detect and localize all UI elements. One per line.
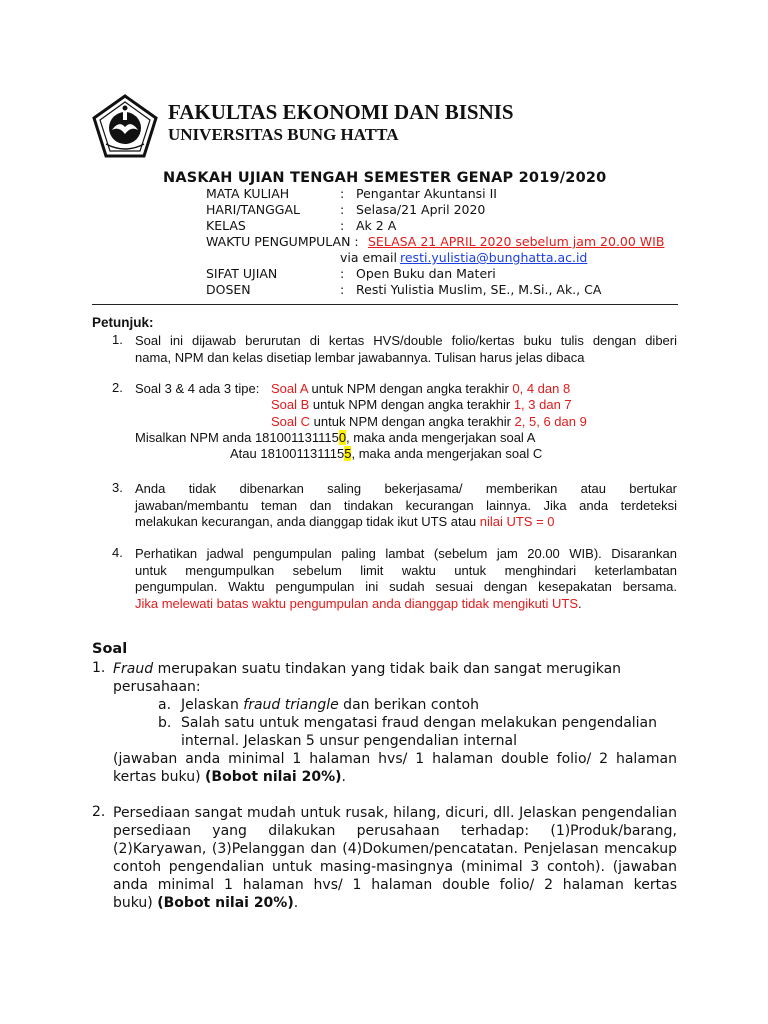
type-name: Soal B xyxy=(271,397,310,412)
info-label: MATA KULIAH xyxy=(206,186,290,201)
zero-score-note: nilai UTS = 0 xyxy=(479,514,555,529)
type-intro: Soal 3 & 4 ada 3 tipe: xyxy=(135,381,260,396)
info-value: Open Buku dan Materi xyxy=(356,266,496,281)
email-link[interactable]: resti.yulistia@bunghatta.ac.id xyxy=(400,250,588,265)
info-colon: : xyxy=(340,202,345,217)
instruction-line: Anda tidak dibenarkan saling bekerjasama/ memberikan atau bertukar xyxy=(135,481,677,496)
info-label: HARI/TANGGAL xyxy=(206,202,300,217)
highlighted-digit: 0 xyxy=(338,430,347,445)
info-colon: : xyxy=(340,186,345,201)
type-text: untuk NPM dengan angka terakhir xyxy=(307,381,513,396)
subquestion-a xyxy=(181,696,479,714)
instruction-line: pengumpulan. Waktu pengumpulan ini sudah sesuai dengan kesepakatan bersama. xyxy=(135,579,677,594)
type-text: untuk NPM dengan angka terakhir xyxy=(309,397,514,412)
subquestion-letter: a. xyxy=(158,697,172,713)
info-value: Ak 2 A xyxy=(356,218,397,233)
instruction-line xyxy=(135,380,259,397)
type-digits: 0, 4 dan 8 xyxy=(512,381,571,396)
question-text: . xyxy=(293,895,299,911)
deadline-value: SELASA 21 APRIL 2020 sebelum jam 20.00 WIB xyxy=(368,234,665,249)
example-text: Misalkan NPM anda 181001131115 xyxy=(135,430,339,445)
fraud-triangle-term: fraud triangle xyxy=(243,697,339,713)
question-line: perusahaan: xyxy=(113,679,201,695)
type-name: Soal A xyxy=(271,381,308,396)
question-line: (2)Karyawan, (3)Pelanggan dan (4)Dokumen/pencatatan. Penjelasan mencakup xyxy=(113,841,677,857)
instructions-heading: Petunjuk: xyxy=(92,315,154,330)
example-text: , maka anda mengerjakan soal C xyxy=(351,446,543,461)
instruction-line: nama, NPM dan kelas disetiap lembar jawabannya. Tulisan harus jelas dibaca xyxy=(135,350,585,365)
faculty-name: FAKULTAS EKONOMI DAN BISNIS xyxy=(168,100,514,124)
question-line: contoh pengendalian untuk masing-masingnya (minimal 3 contoh). (jawaban xyxy=(113,859,677,875)
info-label: KELAS xyxy=(206,218,246,233)
fraud-term: Fraud xyxy=(113,661,154,677)
email-prefix: via email xyxy=(340,250,397,265)
info-colon: : xyxy=(340,266,345,281)
highlighted-digit: 5 xyxy=(344,446,352,461)
university-seal-icon xyxy=(92,94,158,158)
question-line: Persediaan sangat mudah untuk rusak, hilang, dicuri, dll. Jelaskan pengendalian xyxy=(113,805,677,821)
subquestion-letter: b. xyxy=(158,715,172,731)
question-line: anda minimal 1 halaman hvs/ 1 halaman double folio/ 2 halaman kertas xyxy=(113,877,677,893)
info-label: WAKTU PENGUMPULAN : xyxy=(206,234,359,249)
question-text: . xyxy=(341,769,346,785)
weight-note: (Bobot nilai 20%) xyxy=(205,769,342,785)
question-text: buku) xyxy=(113,895,158,911)
type-digits: 1, 3 dan 7 xyxy=(513,397,572,412)
info-colon: : xyxy=(340,218,345,233)
example-text: Atau 181001131115 xyxy=(230,446,345,461)
question-text: Jelaskan xyxy=(181,697,244,713)
info-label: SIFAT UJIAN xyxy=(206,266,278,281)
instruction-line: untuk mengumpulkan sebelum limit waktu untuk menghindari keterlambatan xyxy=(135,563,677,578)
questions-heading: Soal xyxy=(92,641,128,657)
type-row-b xyxy=(271,396,572,413)
question-line: persediaan yang dilakukan perusahaan terhadap: (1)Produk/barang, xyxy=(113,823,677,839)
instruction-line: Perhatikan jadwal pengumpulan paling lambat (sebelum jam 20.00 WIB). Disarankan xyxy=(135,546,677,561)
answer-note: (jawaban anda minimal 1 halaman hvs/ 1 halaman double folio/ 2 halaman xyxy=(113,751,677,767)
type-row-c xyxy=(271,413,587,430)
instruction-text: . xyxy=(577,596,582,611)
example-npm-2 xyxy=(230,445,542,462)
type-digits: 2, 5, 6 dan 9 xyxy=(514,414,587,429)
instruction-line xyxy=(135,513,555,530)
subquestion-b-cont: internal. Jelaskan 5 unsur pengendalian internal xyxy=(181,733,517,749)
info-colon: : xyxy=(340,282,345,297)
instruction-number: 1. xyxy=(112,332,123,347)
question-number: 2. xyxy=(92,804,106,820)
question-text: dan berikan contoh xyxy=(338,697,479,713)
type-row-a xyxy=(271,380,570,397)
question-text: kertas buku) xyxy=(113,769,206,785)
question-text: merupakan suatu tindakan yang tidak baik dan sangat merugikan xyxy=(153,661,622,677)
subquestion-b: Salah satu untuk mengatasi fraud dengan melakukan pengendalian xyxy=(181,715,658,731)
question-line xyxy=(113,894,298,912)
example-npm-1 xyxy=(135,429,535,446)
example-text: , maka anda mengerjakan soal A xyxy=(346,430,536,445)
late-warning: Jika melewati batas waktu pengumpulan anda dianggap tidak mengikuti UTS xyxy=(135,596,578,611)
instruction-number: 2. xyxy=(112,380,123,395)
answer-note-cont xyxy=(113,768,346,786)
info-value: Resti Yulistia Muslim, SE., M.Si., Ak., CA xyxy=(356,282,602,297)
question-number: 1. xyxy=(92,660,106,676)
type-text: untuk NPM dengan angka terakhir xyxy=(310,414,515,429)
instruction-line: Soal ini dijawab berurutan di kertas HVS/double folio/kertas buku tulis dengan diberi xyxy=(135,333,677,348)
instruction-line xyxy=(135,595,582,612)
header-divider xyxy=(92,304,678,305)
question-line xyxy=(113,660,621,678)
info-value: Pengantar Akuntansi II xyxy=(356,186,497,201)
instruction-line: jawaban/membantu teman dan tindakan kecurangan lainnya. Jika anda terdeteksi xyxy=(135,498,677,513)
info-value: Selasa/21 April 2020 xyxy=(356,202,486,217)
type-name: Soal C xyxy=(271,414,311,429)
instruction-number: 4. xyxy=(112,545,123,560)
instruction-number: 3. xyxy=(112,480,123,495)
university-name: UNIVERSITAS BUNG HATTA xyxy=(168,125,399,144)
instruction-text: melakukan kecurangan, anda dianggap tidak ikut UTS atau xyxy=(135,514,480,529)
info-label: DOSEN xyxy=(206,282,251,297)
exam-title: NASKAH UJIAN TENGAH SEMESTER GENAP 2019/2020 xyxy=(163,170,607,186)
weight-note: (Bobot nilai 20%) xyxy=(157,895,294,911)
